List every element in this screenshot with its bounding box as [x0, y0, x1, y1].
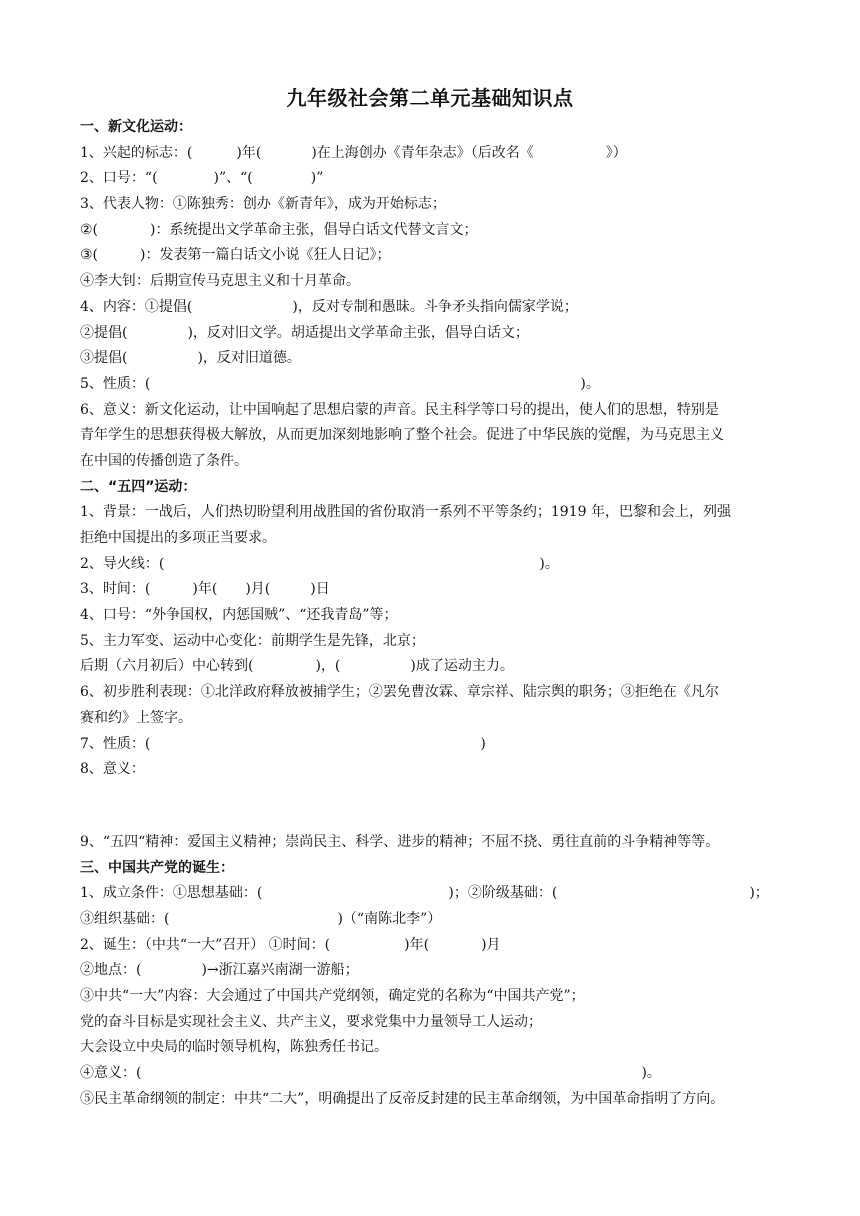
list-item: 大会设立中央局的临时领导机构，陈独秀任书记。	[80, 1039, 388, 1056]
section-heading: 三、中国共产党的诞生：	[80, 859, 234, 876]
list-item: 5、主力军变、运动中心变化：前期学生是先锋，北京；	[80, 632, 425, 649]
list-item: ③中共“一大”内容：大会通过了中国共产党纲领，确定党的名称为“中国共产党”；	[80, 988, 585, 1004]
list-item: 1、成立条件：①思想基础：( )；②阶级基础：( )；	[80, 885, 769, 902]
answer-space	[80, 783, 785, 830]
list-item: ⑤民主革命纲领的制定：中共“二大”，明确提出了反帝反封建的民主革命纲领，为中国革命指明了方向。	[80, 1090, 725, 1107]
list-item: 2、口号：“( )”、“( )”	[80, 170, 324, 187]
document-body	[80, 115, 785, 1112]
list-item: ④李大钊：后期宣传马克思主义和十月革命。	[80, 273, 360, 290]
list-item: 1、兴起的标志：( )年( )在上海创办《青年杂志》（后改名《 》）	[80, 144, 627, 161]
list-item: 赛和约》上签字。	[80, 709, 192, 726]
list-item: ④意义：( )。	[80, 1065, 661, 1082]
list-item: 青年学生的思想获得极大解放，从而更加深刻地影响了整个社会。促进了中华民族的觉醒，为马克思主义	[80, 427, 724, 444]
section-heading: 一、新文化运动：	[80, 119, 192, 135]
list-item: 4、内容：①提倡( )，反对专制和愚昧。斗争矛头指向儒家学说；	[80, 298, 578, 315]
page-title: 九年级社会第二单元基础知识点	[286, 86, 574, 110]
list-item: 5、性质：( )。	[80, 375, 600, 392]
list-item: ③提倡( )，反对旧道德。	[80, 350, 301, 367]
list-item: 1、背景：一战后，人们热切盼望利用战胜国的省份取消一系列不平等条约；1919 年，巴黎和会上，列强	[80, 504, 731, 521]
list-item: ②地点：( )→浙江嘉兴南湖一游船；	[80, 962, 359, 979]
list-item: 后期（六月初后）中心转到( )，( )成了运动主力。	[80, 658, 514, 675]
list-item: ②提倡( )，反对旧文学。胡适提出文学革命主张，倡导白话文；	[80, 324, 529, 341]
list-item: 2、诞生：（中共“一大”召开） ①时间：( )年( )月	[80, 936, 501, 953]
list-item: 7、性质：( )	[80, 735, 486, 752]
list-item: 3、代表人物：①陈独秀：创办《新青年》，成为开始标志；	[80, 196, 446, 213]
list-item: ②( )：系统提出文学革命主张，倡导白话文代替文言文；	[80, 221, 478, 238]
list-item: 党的奋斗目标是实现社会主义、共产主义，要求党集中力量领导工人运动；	[80, 1013, 542, 1030]
list-item: 8、意义：	[80, 761, 145, 778]
section-heading: 二、“五四”运动：	[80, 478, 197, 495]
list-item: 拒绝中国提出的多项正当要求。	[80, 530, 276, 546]
list-item: ③( )：发表第一篇白话文小说《狂人日记》；	[80, 247, 391, 264]
list-item: 在中国的传播创造了条件。	[80, 452, 248, 469]
list-item: ③组织基础：( )（“南陈北李”）	[80, 910, 442, 927]
list-item: 4、口号：“外争国权，内惩国贼”、“还我青岛”等；	[80, 607, 398, 624]
list-item: 9、“五四“精神：爱国主义精神；崇尚民主、科学、进步的精神；不屈不挠、勇往直前的斗争精神等等。	[80, 833, 720, 850]
list-item: 3、时间：( )年( )月( )日	[80, 581, 330, 598]
list-item: 6、初步胜利表现：①北洋政府释放被捕学生；②罢免曹汝霖、章宗祥、陆宗舆的职务；③拒绝在《凡尔	[80, 684, 719, 701]
list-item: 2、导火线：( )。	[80, 555, 559, 572]
list-item: 6、意义：新文化运动，让中国响起了思想启蒙的声音。民主科学等口号的提出，使人们的思想，特别是	[80, 401, 719, 418]
